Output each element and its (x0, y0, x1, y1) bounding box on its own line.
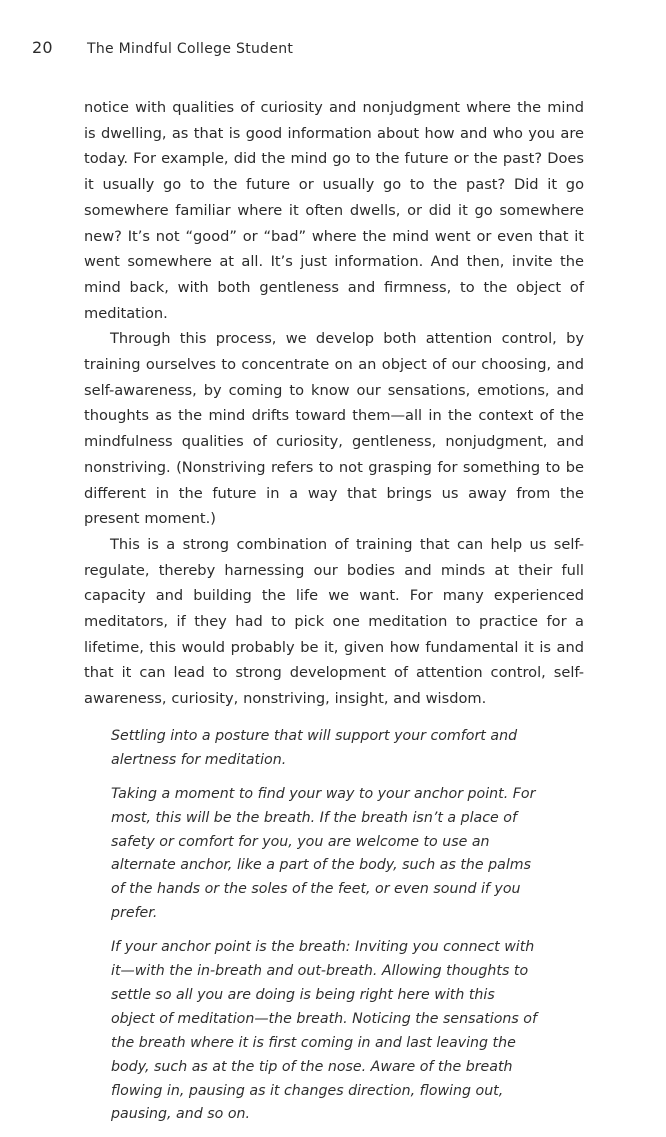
running-head (32, 38, 293, 57)
guided-meditation (111, 725, 539, 1128)
meditation-step-posture: Settling into a posture that will support your comfort and alertness for meditation. (111, 727, 518, 768)
book-title: The Mindful College Student (86, 41, 294, 57)
body-text (84, 95, 584, 1137)
meditation-step-breath: If your anchor point is the breath: Inviting you connect with it—with the in-breath and out-breath. Allowing thoughts to settle so all you are doing is being right here with this object of meditation—the breath. Noticing the sensations of the breath where it is first coming in and last leaving the body, such as at the tip of the nose. Aware of the breath flowing in, pausing as it changes direction, flowing out, pausing, and so on. (111, 939, 537, 1123)
paragraph-attention-control: Through this process, we develop both attention control, by training ourselves to concentrate on an object of our choosing, and self-awareness, by coming to know our sensations, emotions, and thoughts as the mind drifts toward them—all in the context of the mindfulness qualities of curiosity, gentleness, nonjudgment, and nonstriving. (Nonstriving refers to not grasping for something to be different in the future in a way that brings us away from the present moment.) (84, 330, 584, 528)
paragraph-strong-combination: This is a strong combination of training that can help us self-regulate, thereby harnessing our bodies and minds at their full capacity and building the life we want. For many experienced meditators, if they had to pick one meditation to practice for a lifetime, this would probably be it, given how fundamental it is and that it can lead to strong development of attention control, self-awareness, curiosity, nonstriving, insight, and wisdom. (84, 535, 584, 708)
page-number: 20 (32, 38, 53, 57)
paragraph-continued: notice with qualities of curiosity and nonjudgment where the mind is dwelling, as that is good information about how and who you are today. For example, did the mind go to the future or the past? Does it usually go to the future or usually go to the past? Did it go somewhere familiar where it often dwells, or did it go somewhere new? It’s not “good” or “bad” where the mind went or even that it went somewhere at all. It’s just information. And then, invite the mind back, with both gentleness and firmness, to the object of meditation. (84, 99, 584, 322)
meditation-step-anchor: Taking a moment to find your way to your anchor point. For most, this will be the breath. If the breath isn’t a place of safety or comfort for you, you are welcome to use an alternate anchor, like a part of the body, such as the palms of the hands or the soles of the feet, or even sound if you prefer. (111, 785, 536, 922)
